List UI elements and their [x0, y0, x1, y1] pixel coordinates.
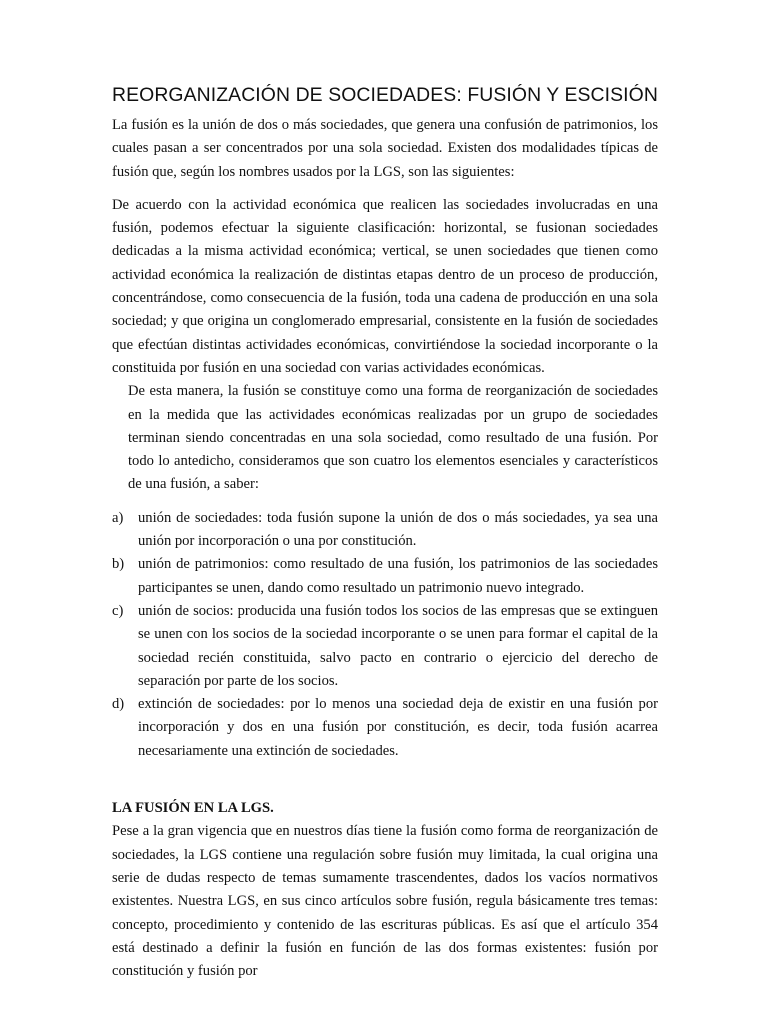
list-marker: a) [112, 509, 124, 526]
section-heading: LA FUSIÓN EN LA LGS. [112, 800, 274, 817]
paragraph-fusion-classification: De acuerdo con la actividad económica que realicen las sociedades involucradas en una fusión, podemos efectuar la siguiente clasificación: horizontal, se fusionan sociedades dedicadas a la misma actividad económica; vertical, se unen sociedades que tienen como actividad económica la realización de distintas etapas dentro de un proceso de producción, concentrándose, como consecuencia de la fusión, toda una cadena de producción en una sola sociedad; y que origina un conglomerado empresarial, consistente en la fusión de sociedades que efectúan distintas actividades económicas, convirtiéndose la sociedad incorporante o la constituida por fusión en una sociedad con varias actividades económicas. [112, 196, 658, 376]
document-page [112, 82, 658, 983]
list-marker: c) [112, 602, 124, 619]
paragraph-fusion-definition: La fusión es la unión de dos o más sociedades, que genera una confusión de patrimonios, los cuales pasan a ser concentrados por una sola sociedad. Existen dos modalidades típicas de fusión que, según los nombres usados por la LGS, son las siguientes: [112, 117, 658, 180]
list-marker: d) [112, 696, 125, 713]
list-item-text: extinción de sociedades: por lo menos una sociedad deja de existir en una fusión por incorporación y dos en una fusión por constitución, es decir, toda fusión acarrea necesariamente una extinción de sociedades. [138, 696, 658, 759]
list-item-text: unión de socios: producida una fusión todos los socios de las empresas que se extinguen se unen con los socios de la sociedad incorporante o se unen para formar el capital de la sociedad recién constituida, salvo pacto en contrario o ejercicio del derecho de separación por parte de los socios. [138, 602, 658, 689]
document-title: REORGANIZACIÓN DE SOCIEDADES: FUSIÓN Y ESCISIÓN [112, 84, 658, 106]
list-item [112, 600, 658, 693]
list-item-text: unión de patrimonios: como resultado de una fusión, los patrimonios de las sociedades participantes se unen, dando como resultado un patrimonio nuevo integrado. [138, 556, 658, 596]
list-item-text: unión de sociedades: toda fusión supone la unión de dos o más sociedades, ya sea una unión por incorporación o una por constitución. [138, 509, 658, 550]
list-marker: b) [112, 556, 125, 573]
fusion-elements-list [112, 507, 658, 763]
paragraph-fusion-in-lgs: Pese a la gran vigencia que en nuestros días tiene la fusión como forma de reorganización de sociedades, la LGS contiene una regulación sobre fusión muy limitada, la cual origina una serie de dudas respecto de temas sumamente trascendentes, dados los vacíos normativos existentes. Nuestra LGS, en sus cinco artículos sobre fusión, regula básicamente tres temas: concepto, procedimiento y contenido de las escrituras públicas. Es así que el artículo 354 está destinado a definir la fusión en función de las dos formas existentes: fusión por constitución y fusión por [112, 823, 658, 980]
list-item [112, 507, 658, 554]
paragraph-fusion-elements-intro: De esta manera, la fusión se constituye como una forma de reorganización de sociedades en la medida que las actividades económicas realizadas por un grupo de sociedades terminan siendo concentradas en una sola sociedad, como resultado de una fusión. Por todo lo antedicho, consideramos que son cuatro los elementos esenciales y característicos de una fusión, a saber: [128, 383, 658, 493]
list-item [112, 553, 658, 600]
list-item [112, 693, 658, 763]
